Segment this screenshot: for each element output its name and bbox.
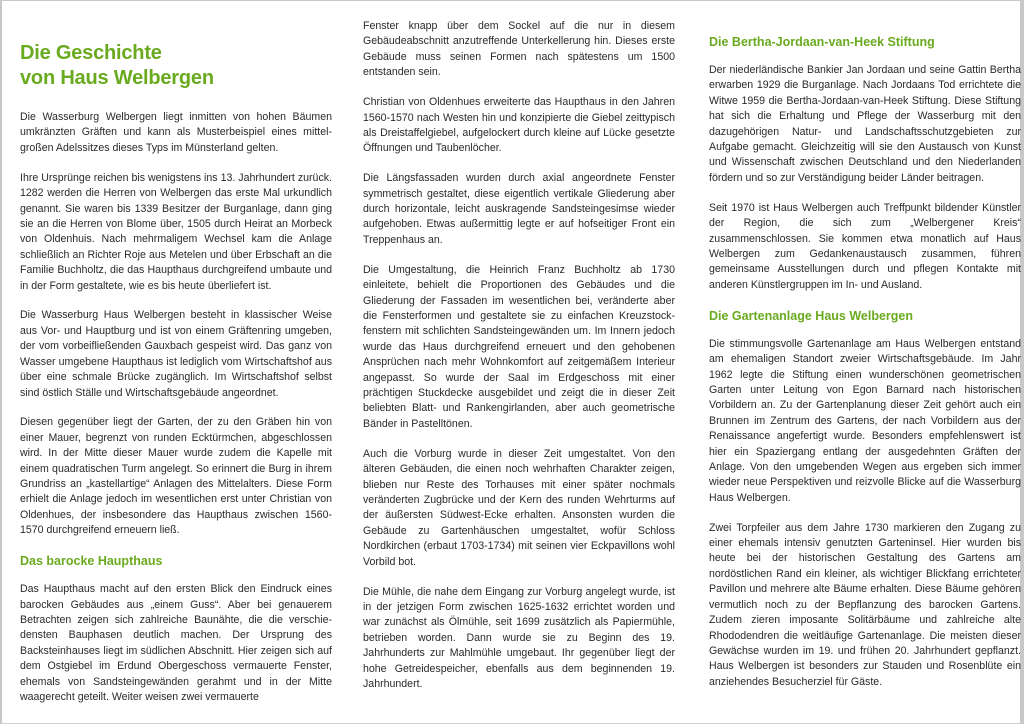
paragraph-structure: Die Wasserburg Haus Welbergen besteht in klassischer Weise aus Vor- und Hauptburg und ist von einem Gräftenring umgeben, der vom vorbeifließenden Gauxbach gespeist wird. Das ganz von Wasser umgebene Haupthaus ist lediglich vom Wirtschaftshof aus über eine schmale Brücke zugänglich. Im Wirtschaftshof selbst sind östlich Ställe und Wirtschaftsgebäude angeordnet. bbox=[20, 309, 332, 399]
paragraph-facades: Die Längsfassaden wurden durch axial angeordnete Fenster symmetrisch gestaltet, diese eigentlich vertikale Gliederung aber durch horizontale, leicht auskragende Sandsteingesimse wieder aufgehoben. Etwas außermittig legte er auf hofseitiger Front ein Treppenhaus an. bbox=[363, 172, 675, 246]
paragraph-intro: Die Wasserburg Welbergen liegt inmitten von hohen Bäumen umkränzten Gräften und kann als Musterbeispiel eines mittelgroßen Adelssitzes dieses Typs im Münsterland gelten. bbox=[20, 111, 332, 154]
paragraph-outer-bailey: Auch die Vorburg wurde in dieser Zeit umgestaltet. Von den älteren Gebäuden, die einen noch wehrhaften Charakter zeigen, blieben nur Reste des Torhauses mit einer später nochmals veränderten Zugbrücke und der Kern des runden Wehrturms auf der äußersten Südwest-Ecke erhalten. Ansonsten wurden die Gebäude zu Gartenhäuschen umgestaltet, wofür Schloss Nordkirchen (erbaut 1703-1734) mit seinen vier Eckpavillons wohl Vorbild bot. bbox=[363, 447, 675, 568]
column-3 bbox=[709, 34, 1021, 705]
column-1 bbox=[20, 1, 332, 720]
heading-garden: Die Gartenanlage Haus Welbergen bbox=[709, 308, 913, 323]
paragraph-extension: Christian von Oldenhues erweiterte das Haupthaus in den Jahren 1560-1570 nach Westen hin und konzipierte die Giebel zeittypisch als Dreistaffelgiebel, aufgelockert durch kleine auf Lücke gesetzte Öffnungen und Taubenlöcher. bbox=[363, 96, 675, 155]
page-title-line-1: Die Geschichte bbox=[20, 42, 162, 64]
column-2 bbox=[363, 19, 675, 707]
page-title bbox=[20, 41, 332, 91]
paragraph-garden-wall: Diesen gegenüber liegt der Garten, der zu den Gräben hin von einer Mauer, begrenzt von runden Ecktürmchen, abgeschlossen wird. In der Mitte dieser Mauer wurde zudem die Kapelle mit einem quadratischen Turm angelegt. So erinnert die Burg in ihrem Grundriss an „kastellartige“ Anlagen des Mittelalters. Diese Form erhielt die Anlage jedoch im wesentlichen erst unter Christian von Oldenhues, der insbesondere das Haupthaus zwischen 1560-1570 durchgreifend erneuern ließ. bbox=[20, 416, 332, 537]
heading-foundation: Die Bertha-Jordaan-van-Heek Stiftung bbox=[709, 35, 935, 49]
paragraph-redesign-1730: Die Umgestaltung, die Heinrich Franz Buchholtz ab 1730 einleitete, behielt die Proportionen des Gebäudes und die Gliederung der Fassaden im wesentlichen bei, veränderte aber die Fensterformen und gestaltete sie zu einfachen Kreuzstockfenstern mit schlichten Sandsteingewänden um. Im Innern jedoch wurde das Haus durchgreifend erneuert und den gehobenen Ansprüchen nach mehr Wohnkomfort auf zeitgemäßem Interieur angepasst. So wurde der Saal im Erdgeschoss mit einer prächtigen Stuckdecke ausgebildet und zeigt die in dieser Zeit beliebten Blatt- und Rankengirlanden, aber auch geometrische Bänder in Pastelltönen. bbox=[363, 263, 675, 430]
paragraph-foundation: Der niederländische Bankier Jan Jordaan und seine Gattin Bertha erwarben 1929 die Burganlage. Nach Jordaans Tod errichtete die Witwe 1959 die Bertha-Jordaan-van-Heek Stiftung. Diese Stiftung hat sich die Erhaltung und Pflege der Wasserburg mit den dazugehörigen Natur- und Landschaftsschutzgebieten zur Aufgabe gemacht. Gleichzeitig will sie den Austausch von Kunst und Wissenschaft zwischen Deutschland und den Niederlanden fördern und so zur Verständigung beider Länder beitragen. bbox=[709, 64, 1021, 184]
paragraph-mill: Die Mühle, die nahe dem Eingang zur Vorburg angelegt wurde, ist in der jetzigen Form zwischen 1625-1632 errichtet worden und war zunächst als Ölmühle, seit 1699 zusätzlich als Papiermühle, betrieben worden. Dann wurde sie zu Beginn des 19. Jahrhunderts zur Mahlmühle umgebaut. Ihr gegenüber liegt der hohe Getreidespeicher, ebenfalls aus dem beginnenden 19. Jahrhundert. bbox=[363, 585, 675, 690]
paragraph-baroque-main-house: Das Haupthaus macht auf den ersten Blick den Eindruck eines barocken Gebäudes aus „einem Guss“. Aber bei genauerem Betrachten zeigen sich zahlreiche Baunähte, die die verschiedensten Bauphasen deutlich machen. Der Ursprung des Backsteinhauses liegt im südlichen Abschnitt. Hier zeigen sich auf dem Ostgiebel im Erdund Obergeschoss vermauerte Fenster, ehemals von Sandsteingewänden gerahmt und in der Mitte waagerecht geteilt. Weiter weisen zwei vermauerte bbox=[20, 583, 332, 703]
paragraph-garden: Die stimmungsvolle Gartenanlage am Haus Welbergen entstand am ehemaligen Standort zweier Wirtschaftsgebäude. Im Jahr 1962 legte die Stiftung einen wunderschönen geometrischen Garten unter Leitung von Egon Barnard nach historischen Vorbildern an. Zu der Gartenplanung dieser Zeit gehört auch ein Brunnen im Zentrum des Gartens, der nach Vorbildern aus der Renaissance angefertigt wurde. Besonders empfehlenswert ist hier ein Spaziergang entlang der ausgedehnten Gräften der Anlage. Von den umgebenden Wegen aus ergeben sich immer wieder neue Perspektiven und reizvolle Blicke auf die Wasserburg Haus Welbergen. bbox=[709, 337, 1021, 504]
paragraph-artists-circle: Seit 1970 ist Haus Welbergen auch Treffpunkt bildender Künstler der Region, die sich zum „Welbergener Kreis“ zusammenschlossen. Sie kommen etwa monatlich auf Haus Welbergen zum Gedankenaustausch zusammen, führen gemeinsame Ausstellungen durch und pflegen Kontakte mit anderen Künstlergruppen im In- und Ausland. bbox=[709, 201, 1021, 291]
paragraph-origins: Ihre Ursprünge reichen bis wenigstens ins 13. Jahrhundert zurück. 1282 werden die Herren von Welbergen das erste Mal urkundlich genannt. Sie waren bis 1339 Besitzer der Burganlage, dann ging sie an die Herren von Blome über, 1505 durch Heirat an Morbeck von Oldenhuis. Nach mehrmaligem Wechsel kam die Anlage schließlich an Richter Roje aus Metelen und über Erbschaft an die Familie Buchholtz, die das Haupthaus durchgreifend umbaute und in der Form gestaltete, wie es bis heute überliefert ist. bbox=[20, 171, 332, 292]
paragraph-gate-pillars: Zwei Torpfeiler aus dem Jahre 1730 markieren den Zugang zu einer ehemals intensiv genutzten Garteninsel. Hier wurden bis heute bei der historischen Gestaltung des Gartens am nordöstlichen Rand ein kleiner, als wichtiger Blickfang errichteter Pavillon und mehrere alte Bäume erhalten. Diese Bäume gehören vermutlich noch zu der Bepflanzung des barocken Gartens. Zudem zieren imposante Solitärbäume und zahlreiche alte Rhododendren die weitläufige Gartenanlage. Die meisten dieser Gewächse wurden im 19. und frühen 20. Jahrhundert gepflanzt. Haus Welbergen ist besonders zur Stauden und Rosenblüte ein anziehendes Besucherziel für Gäste. bbox=[709, 521, 1021, 688]
heading-baroque-main-house: Das barocke Haupthaus bbox=[20, 554, 163, 569]
page-title-line-2: von Haus Welbergen bbox=[20, 67, 214, 89]
paragraph-cellar: Fenster knapp über dem Sockel auf die nur in diesem Gebäudeabschnitt anzutreffende Unterkellerung hin. Dieses erste Gebäude muss seinen Formen nach spätestens um 1500 entstanden sein. bbox=[363, 20, 675, 79]
